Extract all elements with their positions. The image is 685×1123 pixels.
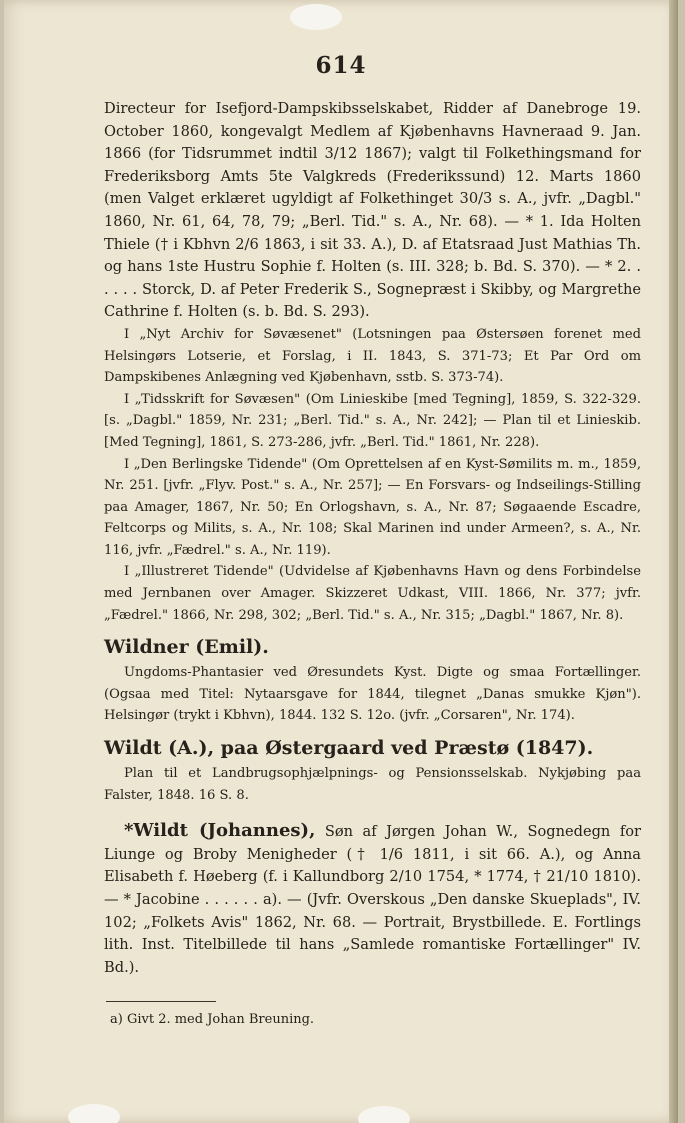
book-page: [4, 0, 678, 1123]
paper-tab: [290, 4, 342, 30]
paper-tab: [358, 1106, 410, 1123]
footnote: a) Givt 2. med Johan Breuning.: [110, 1012, 315, 1028]
paragraph-directeur: Directeur for Isefjord-Dampskibsselskabet, Ridder af Danebroge 19. October 1860, kongevalgt Medlem af Kjøbenhavns Havneraad 9. Jan. 1866 (for Tidsrummet indtil 3/12 1867); valgt til Folkethingsmand for Frederiksborg Amts 5te Valgkreds (Frederikssund) 12. Marts 1860 (men Valget erklæret ugyldigt af Folkethinget 30/3 s. A., jvfr. „Dagbl." 1860, Nr. 61, 64, 78, 79; „Berl. Tid." s. A., Nr. 68). — * 1. Ida Holten Thiele († i Kbhvn 2/6 1863, i sit 33. A.), D. af Etatsraad Just Mathias Th. og hans 1ste Hustru Sophie f. Holten (s. III. 328; b. Bd. S. 370). — * 2. . . . . . Storck, D. af Peter Frederik S., Sognepræst i Skibby, og Margrethe Cathrine f. Holten (s. b. Bd. S. 293).: [104, 100, 641, 321]
page-edge: [669, 0, 678, 1123]
entry-heading-wildt-a: Wildt (A.), paa Østergaard ved Præstø (1847).: [104, 737, 594, 760]
paper-tab: [68, 1104, 120, 1123]
paragraph-illustreret: I „Illustreret Tidende" (Udvidelse af Kjøbenhavns Havn og dens Forbindelse med Jernbanen over Amager. Skizzeret Udkast, VIII. 1866, Nr. 377; jvfr. „Fædrel." 1866, Nr. 298, 302; „Berl. Tid." s. A., Nr. 315; „Dagbl." 1867, Nr. 8).: [104, 564, 641, 623]
entry-heading-wildner: Wildner (Emil).: [104, 636, 269, 659]
paragraph-tidsskrift: I „Tidsskrift for Søvæsen" (Om Linieskibe [med Tegning], 1859, S. 322-329. [s. „Dagbl." 1859, Nr. 231; „Berl. Tid." s. A., Nr. 242]; — Plan til et Linieskib. [Med Tegning], 1861, S. 273-286, jvfr. „Berl. Tid." 1861, Nr. 228).: [104, 391, 641, 450]
entry-lead-wildt-johannes: *Wildt (Johannes),: [124, 820, 316, 842]
entry-body-wildt-johannes: Søn af Jørgen Johan W., Sognedegn for Liunge og Broby Menigheder († 1/6 1811, i sit 66. A.), og Anna Elisabeth f. Høeberg (f. i Kallundborg 2/10 1754, * 1774, † 21/10 1810). — * Jacobine . . . . . . a). — (Jvfr. Overskous „Den danske Skueplads", IV. 102; „Folkets Avis" 1862, Nr. 68. — Portrait, Brystbillede. E. Fortlings lith. Inst. Titelbillede til hans „Samlede romantiske Fortællinger" IV. Bd.).: [104, 823, 641, 976]
entry-body-wildner: Ungdoms-Phantasier ved Øresundets Kyst. Digte og smaa Fortællinger. (Ogsaa med Titel: Nytaarsgave for 1844, tilegnet „Danas smukke Kjøn"). Helsingør (trykt i Kbhvn), 1844. 132 S. 12o. (jvfr. „Corsaren", Nr. 174).: [104, 665, 641, 724]
paragraph-nyt-archiv: I „Nyt Archiv for Søvæsenet" (Lotsningen paa Østersøen forenet med Helsingørs Lotserie, et Forslag, i II. 1843, S. 371-73; Et Par Ord om Dampskibenes Anlægning ved Kjøbenhavn, sstb. S. 373-74).: [104, 326, 641, 386]
paragraph-berlingske: I „Den Berlingske Tidende" (Om Oprettelsen af en Kyst-Sømilits m. m., 1859, Nr. 251. [jvfr. „Flyv. Post." s. A., Nr. 257]; — En Forsvars- og Indseilings-Stilling paa Amager, 1867, Nr. 50; En Orlogshavn, s. A., Nr. 87; Søgaaende Escadre, Feltcorps og Milits, s. A., Nr. 108; Skal Marinen ind under Armeen?, s. A., Nr. 116, jvfr. „Fædrel." s. A., Nr. 119).: [104, 456, 641, 558]
entry-body-wildt-a: Plan til et Landbrugsophjælpnings- og Pensionsselskab. Nykjøbing paa Falster, 1848. 16 S. 8.: [104, 766, 641, 803]
footnote-divider: [106, 1001, 216, 1002]
page-text: [104, 98, 641, 1030]
entry-wildt-johannes: [104, 820, 641, 979]
page-number: 614: [315, 52, 367, 79]
